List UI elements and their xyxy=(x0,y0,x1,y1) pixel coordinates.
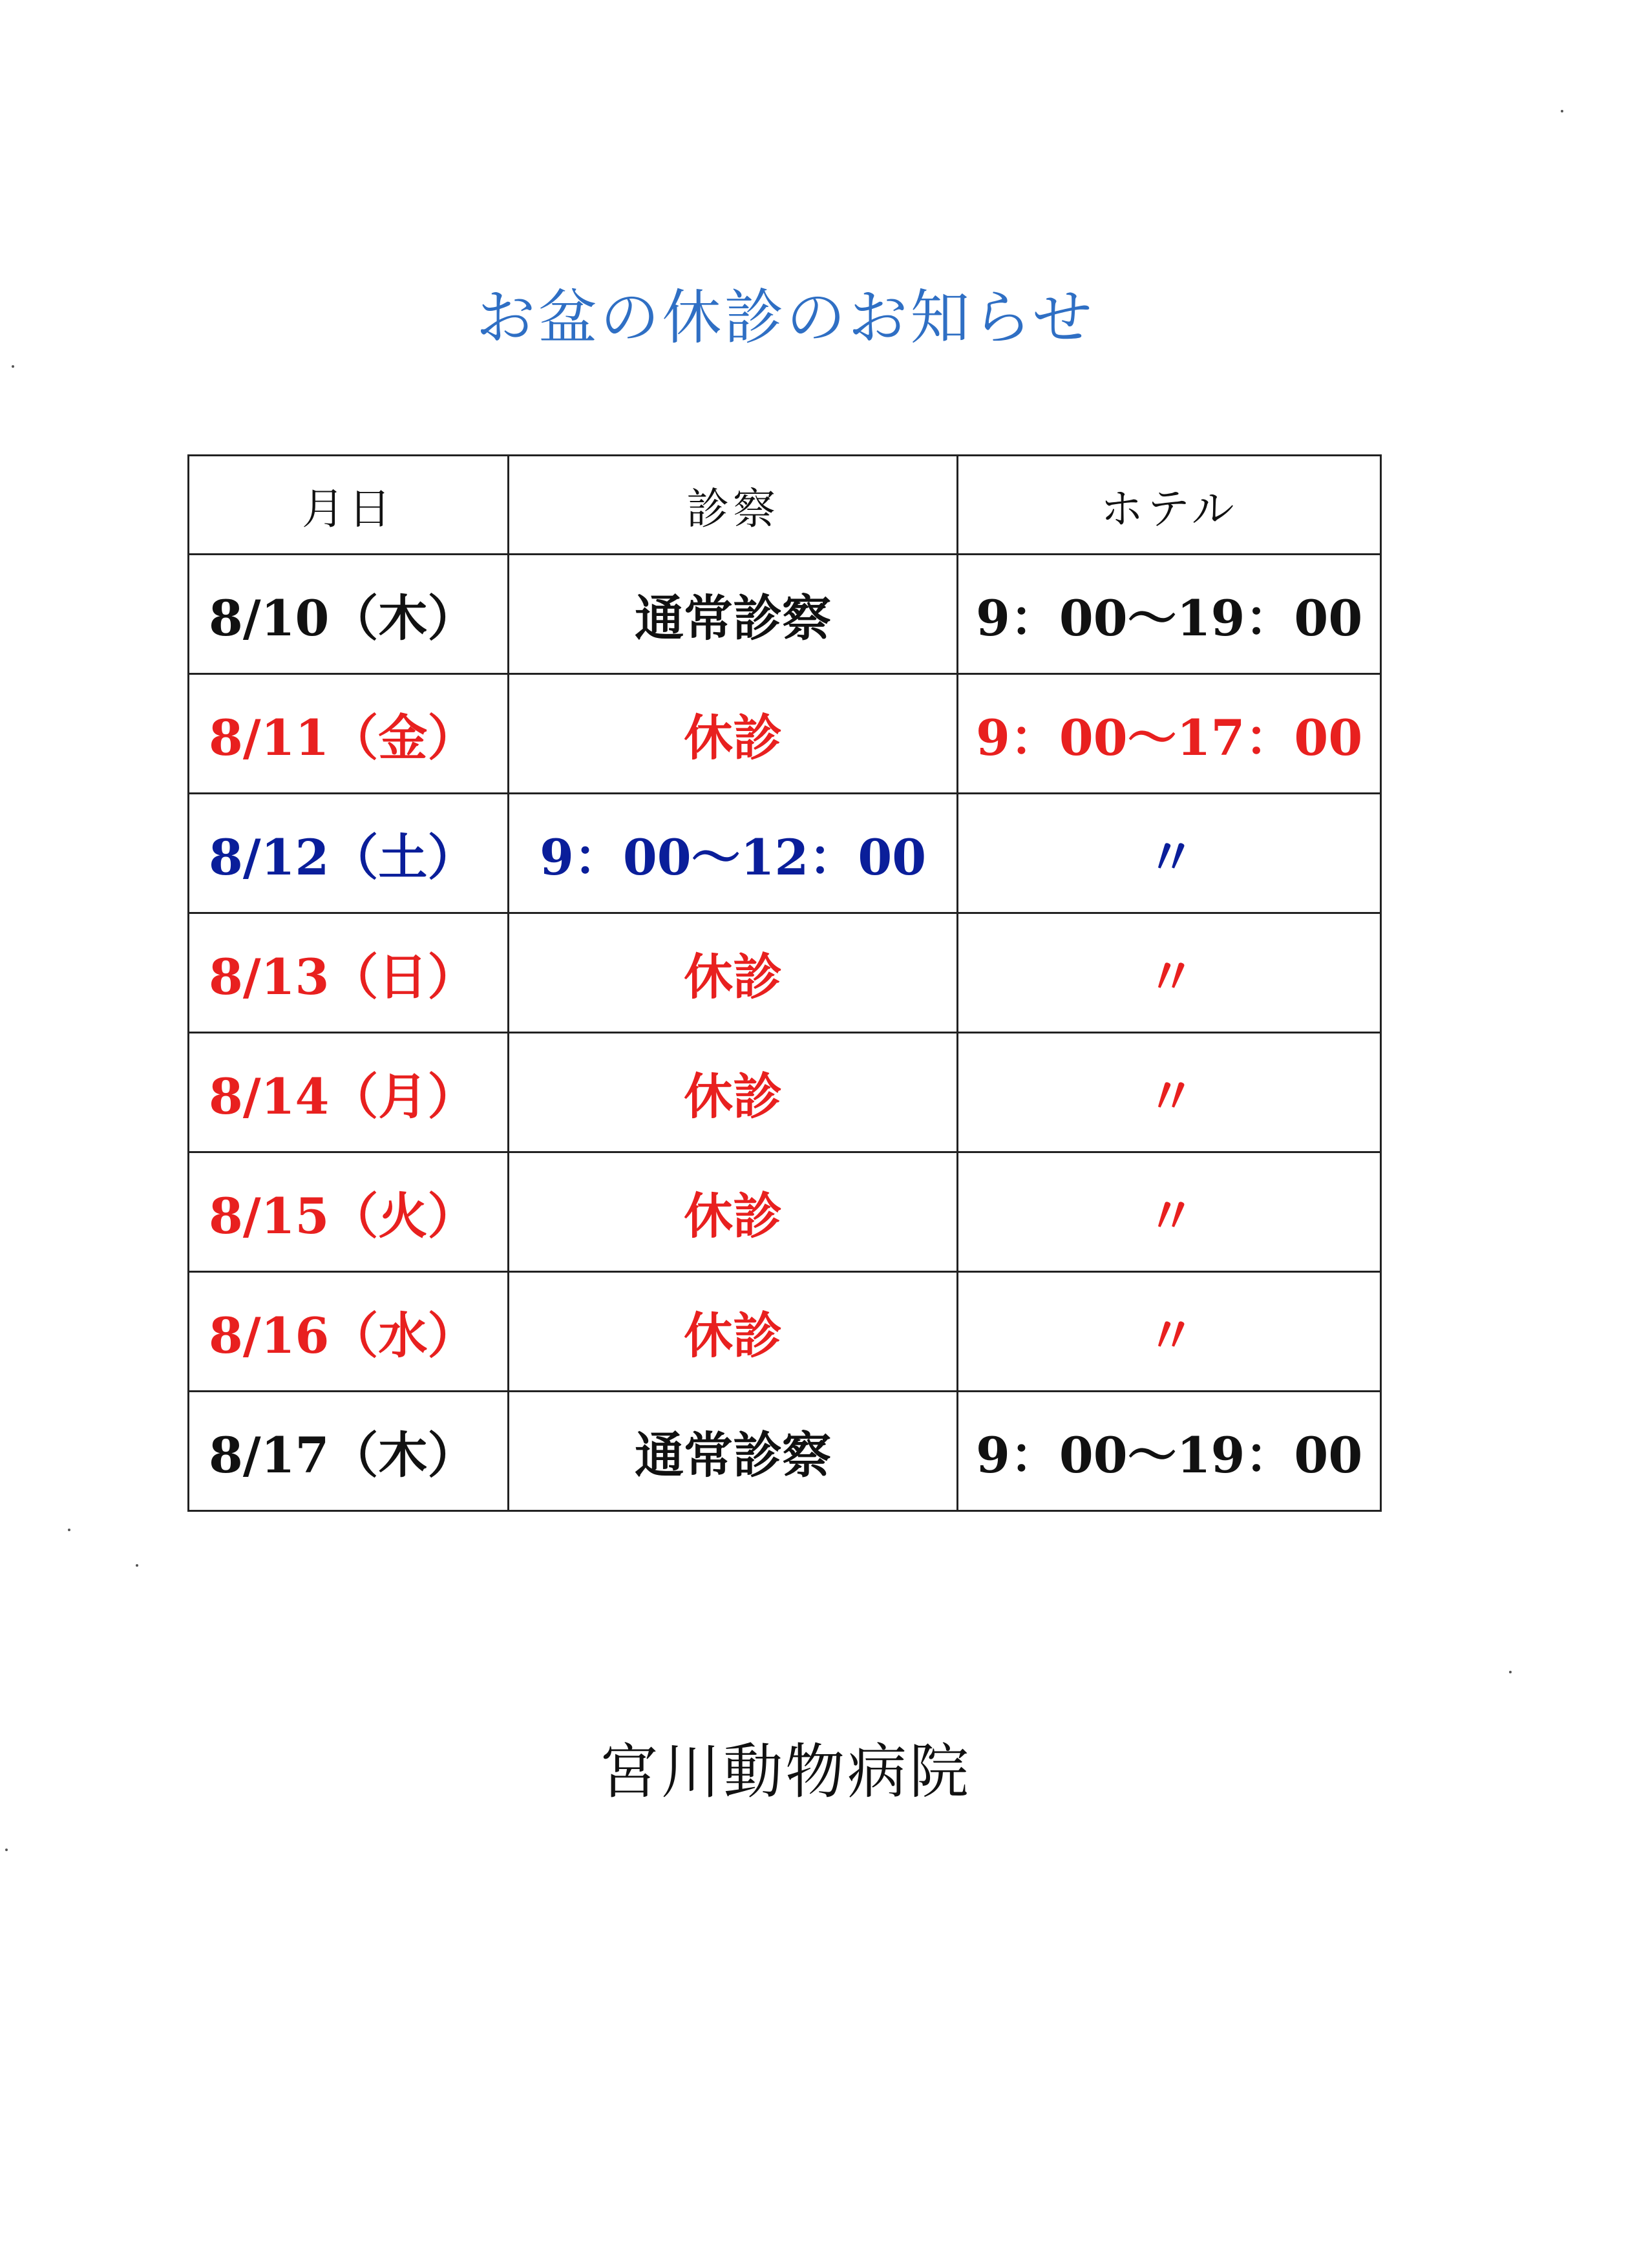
row-date: 8/10（木） xyxy=(189,555,509,674)
notice-title: お盆の休診のお知らせ xyxy=(476,283,1095,352)
scan-speck xyxy=(5,1849,8,1851)
row-date: 8/15（火） xyxy=(189,1152,509,1272)
table-row xyxy=(189,1152,1381,1272)
scan-speck xyxy=(1509,1671,1512,1673)
row-date: 8/14（月） xyxy=(189,1033,509,1152)
scan-speck xyxy=(136,1564,138,1567)
row-hotel: 9：00～19：00 xyxy=(958,1392,1381,1511)
row-consultation: 通常診察 xyxy=(508,1392,957,1511)
row-consultation: 9：00～12：00 xyxy=(508,794,957,913)
row-hotel-ditto-mark: 〃 xyxy=(958,1033,1381,1152)
row-hotel-ditto-mark: 〃 xyxy=(958,794,1381,913)
row-consultation: 休診 xyxy=(508,1033,957,1152)
scan-speck xyxy=(12,365,14,368)
row-consultation: 通常診察 xyxy=(508,555,957,674)
row-date: 8/11（金） xyxy=(189,674,509,794)
row-hotel-ditto-mark: 〃 xyxy=(958,1272,1381,1392)
row-date: 8/13（日） xyxy=(189,913,509,1033)
table-row xyxy=(189,913,1381,1033)
table-row xyxy=(189,1272,1381,1392)
table-row xyxy=(189,794,1381,913)
table-row xyxy=(189,555,1381,674)
row-consultation: 休診 xyxy=(508,1272,957,1392)
closure-schedule-table xyxy=(187,454,1382,1512)
row-consultation: 休診 xyxy=(508,913,957,1033)
table-row xyxy=(189,674,1381,794)
row-date: 8/17（木） xyxy=(189,1392,509,1511)
row-date: 8/12（土） xyxy=(189,794,509,913)
table-row xyxy=(189,1033,1381,1152)
scan-speck xyxy=(1561,110,1563,112)
row-hotel: 9：00～19：00 xyxy=(958,555,1381,674)
row-date: 8/16（水） xyxy=(189,1272,509,1392)
header-consultation: 診察 xyxy=(508,456,957,555)
row-hotel-ditto-mark: 〃 xyxy=(958,1152,1381,1272)
table-row xyxy=(189,1392,1381,1511)
row-hotel-ditto-mark: 〃 xyxy=(958,913,1381,1033)
table-header-row xyxy=(189,456,1381,555)
row-hotel: 9：00～17：00 xyxy=(958,674,1381,794)
header-date: 月日 xyxy=(189,456,509,555)
scan-speck xyxy=(68,1529,70,1531)
row-consultation: 休診 xyxy=(508,1152,957,1272)
header-hotel: ホテル xyxy=(958,456,1381,555)
clinic-name: 宮川動物病院 xyxy=(598,1737,971,1807)
row-consultation: 休診 xyxy=(508,674,957,794)
